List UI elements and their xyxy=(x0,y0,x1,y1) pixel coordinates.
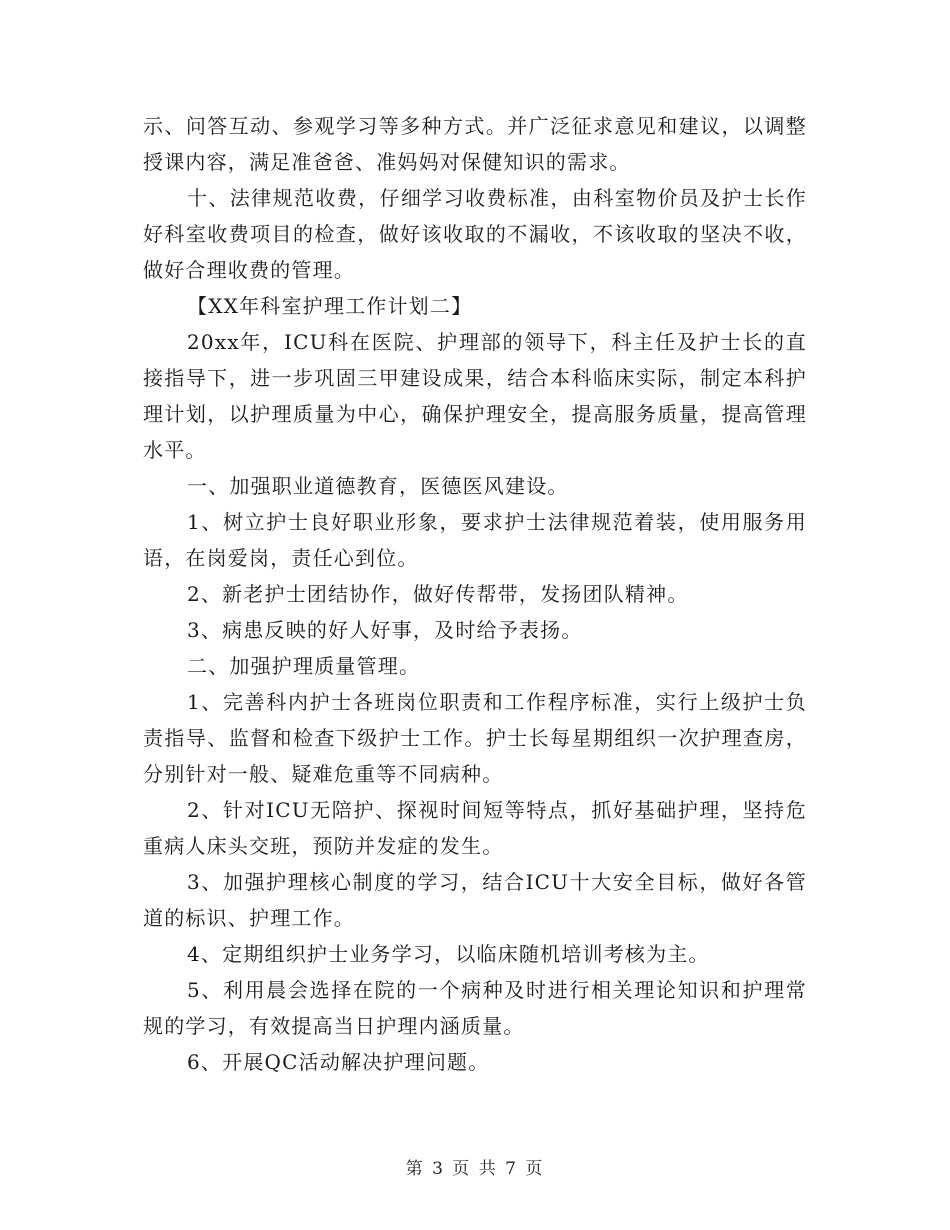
section-heading: 【XX年科室护理工作计划二】 xyxy=(187,294,473,318)
list-item: 1、完善科内护士各班岗位职责和工作程序标准，实行上级护士负责指导、监督和检查下级护士工作。护士长每星期组织一次护理查房，分别针对一般、疑难危重等不同病种。 xyxy=(143,690,807,786)
page-number-footer: 第 3 页 共 7 页 xyxy=(405,1159,545,1179)
paragraph-intro: 20xx年，ICU科在医院、护理部的领导下，科主任及护士长的直接指导下，进一步巩固三甲建设成果，结合本科临床实际，制定本科护理计划，以护理质量为中心，确保护理安全，提高服务质量，提高管理水平。 xyxy=(143,330,807,462)
list-item: 4、定期组织护士业务学习，以临床随机培训考核为主。 xyxy=(187,942,710,966)
list-item: 3、加强护理核心制度的学习，结合ICU十大安全目标，做好各管道的标识、护理工作。 xyxy=(143,870,807,930)
paragraph-2: 十、法律规范收费，仔细学习收费标准，由科室物价员及护士长作好科室收费项目的检查，做好该收取的不漏收，不该收取的坚决不收，做好合理收费的管理。 xyxy=(143,186,807,282)
list-item: 2、新老护士团结协作，做好传帮带，发扬团队精神。 xyxy=(187,582,689,606)
document-body xyxy=(143,108,807,1080)
list-item: 1、树立护士良好职业形象，要求护士法律规范着装，使用服务用语，在岗爱岗，责任心到位。 xyxy=(143,510,807,570)
heading-2: 二、加强护理质量管理。 xyxy=(187,654,421,678)
heading-1: 一、加强职业道德教育，医德医风建设。 xyxy=(187,474,569,498)
list-item: 6、开展QC活动解决护理问题。 xyxy=(187,1050,490,1074)
list-item: 2、针对ICU无陪护、探视时间短等特点，抓好基础护理，坚持危重病人床头交班，预防并发症的发生。 xyxy=(143,798,807,858)
paragraph-1: 示、问答互动、参观学习等多种方式。并广泛征求意见和建议，以调整授课内容，满足准爸爸、准妈妈对保健知识的需求。 xyxy=(143,114,807,174)
list-item: 5、利用晨会选择在院的一个病种及时进行相关理论知识和护理常规的学习，有效提高当日护理内涵质量。 xyxy=(143,978,807,1038)
list-item: 3、病患反映的好人好事，及时给予表扬。 xyxy=(187,618,583,642)
